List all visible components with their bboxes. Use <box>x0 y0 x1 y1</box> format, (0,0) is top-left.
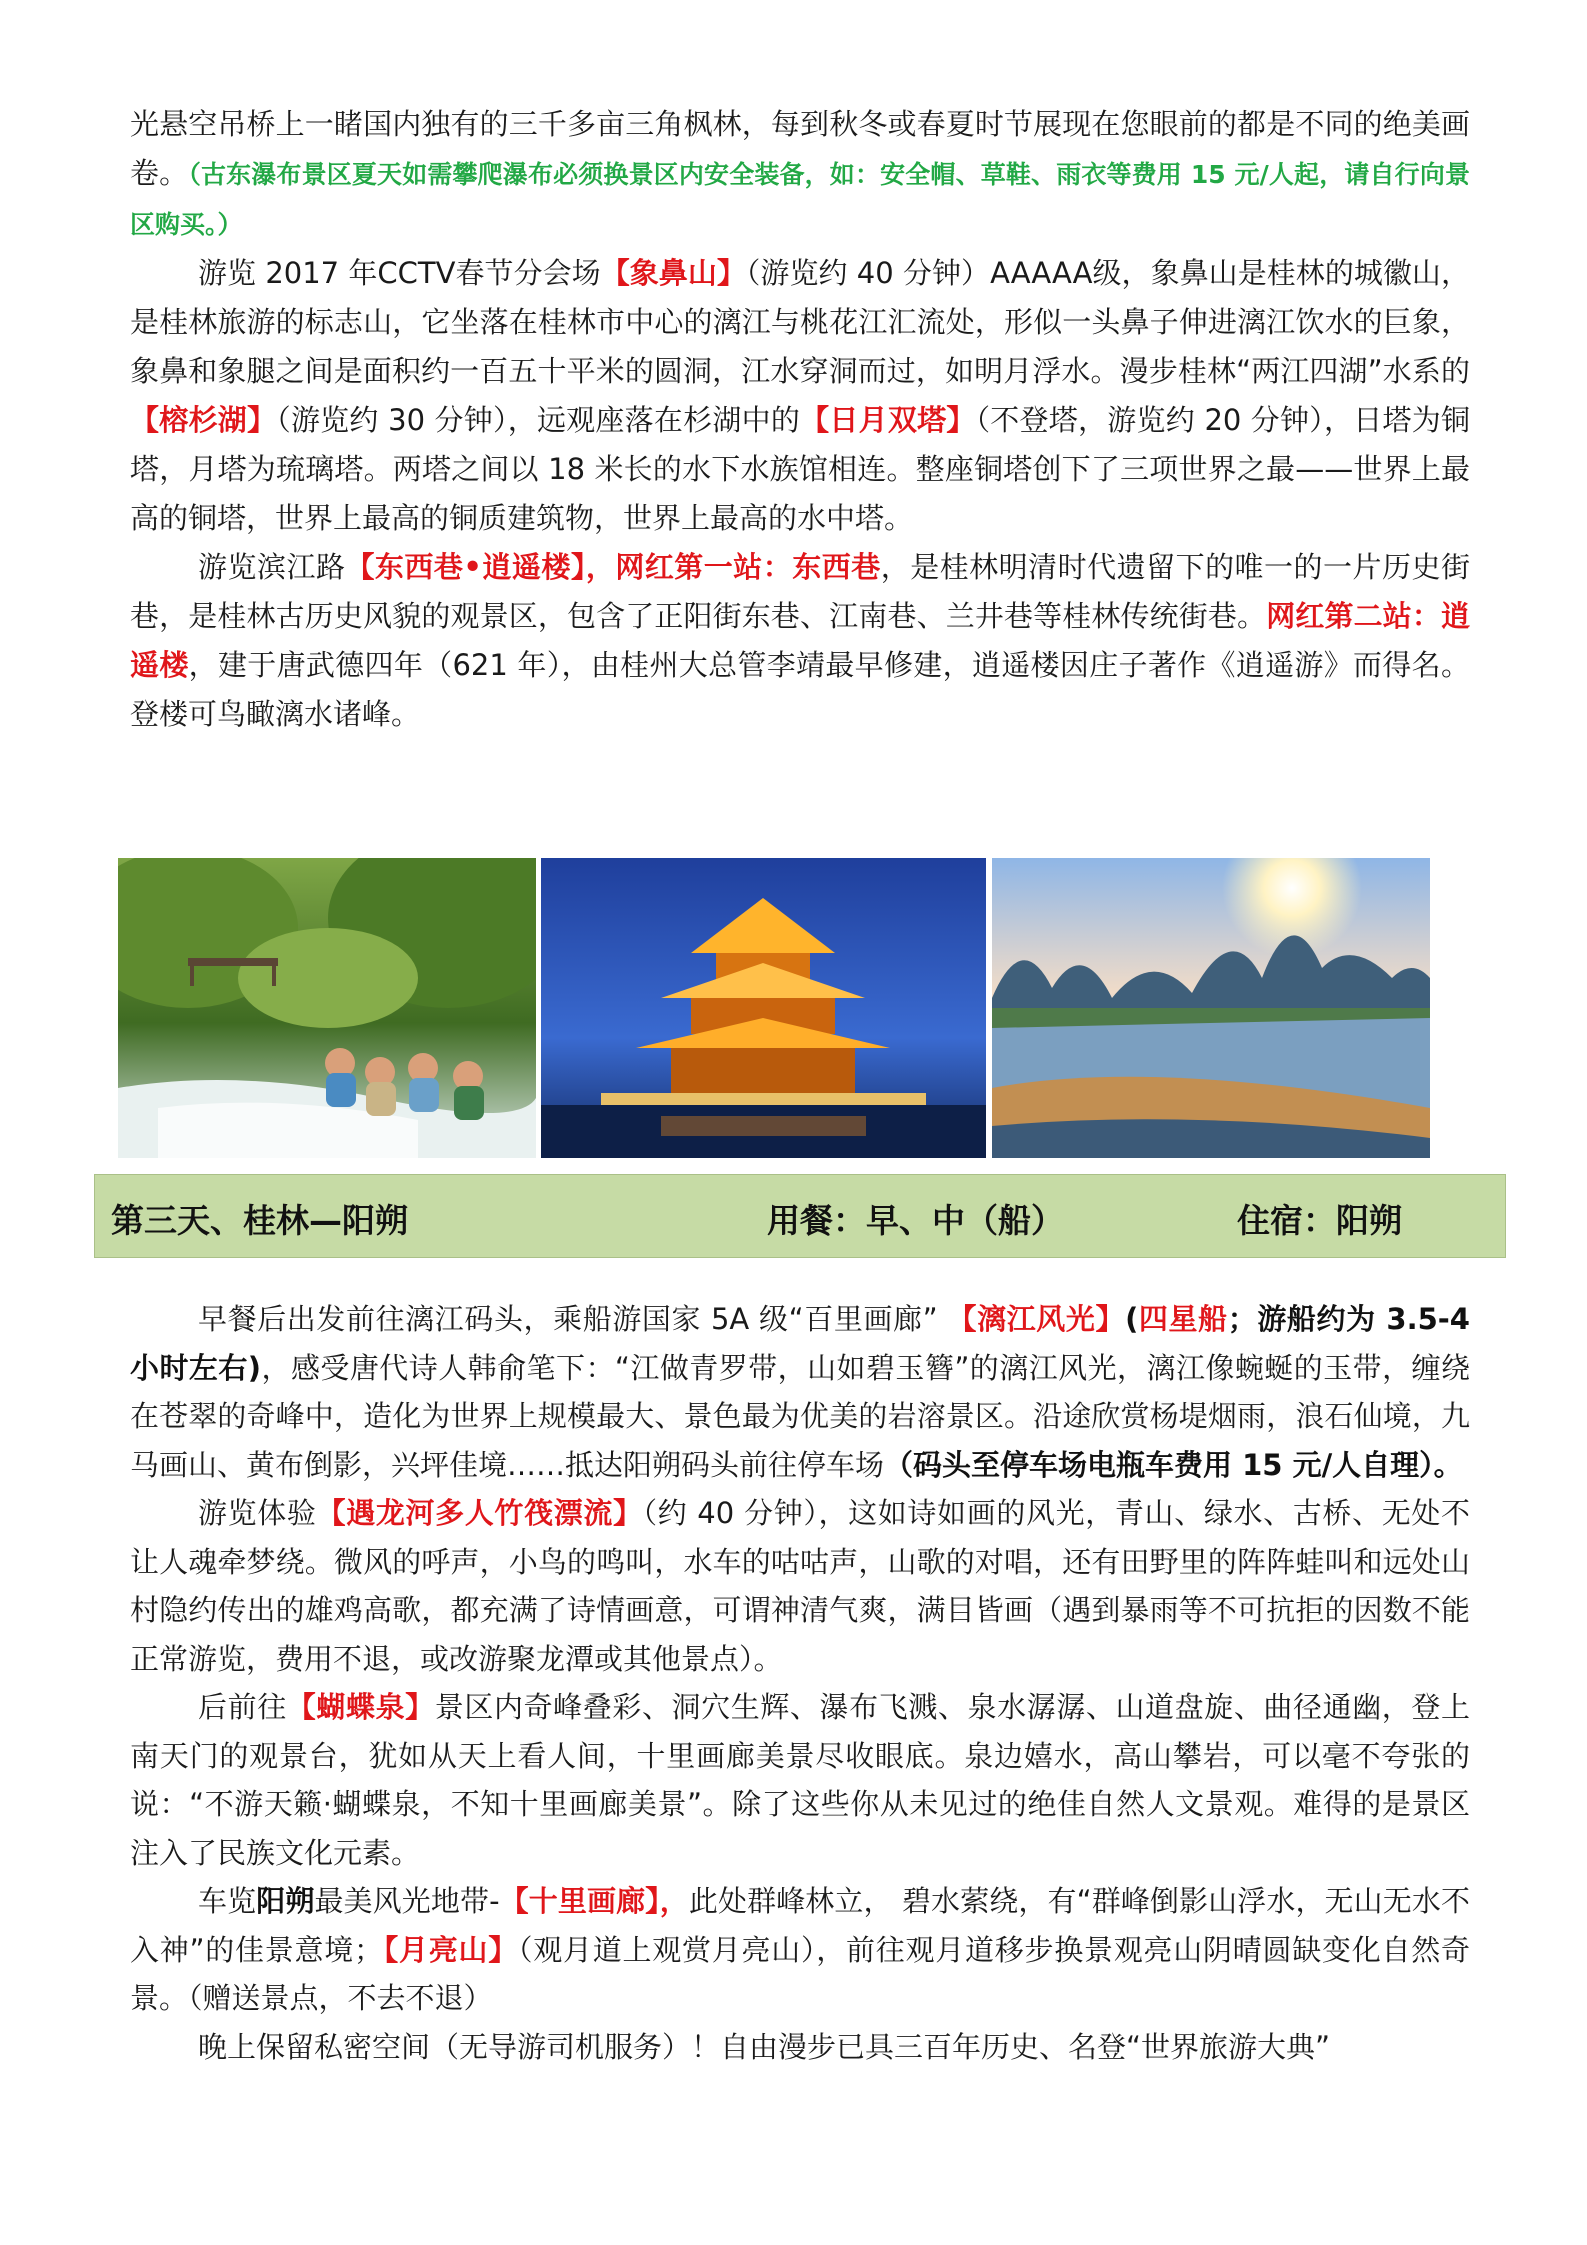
itinerary-section-day3 <box>130 1295 1470 2071</box>
dongxi-lane-highlight: 【东西巷•逍遥楼】，网红第一站：东西巷 <box>345 550 881 584</box>
karst-river-sunrise-photo <box>992 858 1430 1158</box>
paragraph-ten-mile-gallery: 车览阳朔最美风光地带-【十里画廊】，此处群峰林立， 碧水萦绕，有“群峰倒影山浮水，无山无水不入神”的佳景意境；【月亮山】（观月道上观赏月亮山），前往观月道移步换景观亮山阴晴圆缺变化自然奇景。（赠送景点，不去不退） <box>130 1884 1470 2015</box>
yulong-rafting-highlight: 【遇龙河多人竹筏漂流】 <box>316 1496 643 1530</box>
itinerary-section-day2 <box>130 100 1470 739</box>
xiaoyao-tower-highlight: 网红第二站：逍遥楼 <box>130 599 1470 682</box>
butterfly-spring-highlight: 【蝴蝶泉】 <box>286 1690 435 1724</box>
ten-mile-gallery-highlight: 【十里画廊】， <box>499 1884 689 1918</box>
cruise-duration: ；游船约为 3.5-4 小时左右) <box>130 1302 1470 1385</box>
paragraph-lijiang-cruise: 早餐后出发前往漓江码头，乘船游国家 5A 级“百里画廊” 【漓江风光】(四星船；游船约为 3.5-4 小时左右)，感受唐代诗人韩俞笔下：“江做青罗带，山如碧玉簪”的漓江风光，漓江像蜿蜒的玉带，缠绕在苍翠的奇峰中，造化为世界上规模最大、景色最为优美的岩溶景区。沿途欣赏杨堤烟雨，浪石仙境，九马画山、黄布倒影，兴坪佳境……抵达阳朔码头前往停车场（码头至停车场电瓶车费用 15 元/人自理）。 <box>130 1302 1470 1482</box>
safety-equipment-note: （古东瀑布景区夏天如需攀爬瀑布必须换景区内安全装备，如：安全帽、草鞋、雨衣等费用 15 元/人起，请自行向景区购买。） <box>130 160 1470 239</box>
lijiang-scenery-highlight: 【漓江风光】 <box>947 1302 1126 1336</box>
elephant-hill-highlight: 【象鼻山】 <box>600 256 746 290</box>
waterfall-forest-photo <box>118 858 536 1158</box>
photo-strip <box>118 858 1430 1158</box>
paragraph-gudong: 光悬空吊桥上一睹国内独有的三千多亩三角枫林，每到秋冬或春夏时节展现在您眼前的都是不同的绝美画卷。（古东瀑布景区夏天如需攀爬瀑布必须换景区内安全装备，如：安全帽、草鞋、雨衣等费用 15 元/人起，请自行向景区购买。） <box>130 107 1470 239</box>
accommodation-info: 住宿：阳朔 <box>1237 1201 1402 1240</box>
paragraph-evening-free-time: 晚上保留私密空间（无导游司机服务）！自由漫步已具三百年历史、名登“世界旅游大典” <box>198 2029 1331 2064</box>
meal-info: 用餐：早、中（船） <box>767 1201 1064 1240</box>
four-star-boat-highlight: 四星船 <box>1138 1302 1228 1336</box>
rongshan-lake-highlight: 【榕杉湖】 <box>130 403 277 437</box>
paragraph-yulong-rafting: 游览体验【遇龙河多人竹筏漂流】（约 40 分钟），这如诗如画的风光，青山、绿水、古桥、无处不让人魂牵梦绕。微风的呼声，小鸟的鸣叫，水车的咕咕声，山歌的对唱，还有田野里的阵阵蛙叫和远处山村隐约传出的雄鸡高歌，都充满了诗情画意，可谓神清气爽，满目皆画（遇到暴雨等不可抗拒的因数不能正常游览，费用不退，或改游聚龙潭或其他景点）。 <box>130 1496 1470 1676</box>
sun-moon-towers-highlight: 【日月双塔】 <box>800 403 976 437</box>
shuttle-fee-note: （码头至停车场电瓶车费用 15 元/人自理）。 <box>884 1447 1463 1482</box>
day-title: 第三天、桂林—阳朔 <box>111 1201 408 1240</box>
paragraph-butterfly-spring: 后前往【蝴蝶泉】景区内奇峰叠彩、洞穴生辉、瀑布飞溅、泉水潺潺、山道盘旋、曲径通幽，登上南天门的观景台，犹如从天上看人间，十里画廊美景尽收眼底。泉边嬉水，高山攀岩，可以毫不夸张的说：“不游天籁·蝴蝶泉，不知十里画廊美景”。除了这些你从未见过的绝佳自然人文景观。难得的是景区注入了民族文化元素。 <box>130 1690 1470 1870</box>
night-pavilion-photo <box>541 858 986 1158</box>
day3-header-band <box>94 1174 1506 1258</box>
moon-hill-highlight: 【月亮山】 <box>383 1932 519 1967</box>
paragraph-elephant-hill: 游览 2017 年CCTV春节分会场【象鼻山】（游览约 40 分钟）AAAAA级，象鼻山是桂林的城徽山，是桂林旅游的标志山，它坐落在桂林市中心的漓江与桃花江汇流处，形似一头鼻子伸进漓江饮水的巨象，象鼻和象腿之间是面积约一百五十平米的圆洞，江水穿洞而过，如明月浮水。漫步桂林“两江四湖”水系的【榕杉湖】（游览约 30 分钟），远观座落在杉湖中的【日月双塔】（不登塔，游览约 20 分钟），日塔为铜塔，月塔为琉璃塔。两塔之间以 18 米长的水下水族馆相连。整座铜塔创下了三项世界之最——世界上最高的铜塔，世界上最高的铜质建筑物，世界上最高的水中塔。 <box>130 256 1470 535</box>
paragraph-dongxi-lane: 游览滨江路【东西巷•逍遥楼】，网红第一站：东西巷，是桂林明清时代遗留下的唯一的一片历史街巷，是桂林古历史风貌的观景区，包含了正阳街东巷、江南巷、兰井巷等桂林传统街巷。网红第二站：逍遥楼，建于唐武德四年（621 年），由桂州大总管李靖最早修建，逍遥楼因庄子著作《逍遥游》而得名。登楼可鸟瞰漓水诸峰。 <box>130 550 1470 731</box>
